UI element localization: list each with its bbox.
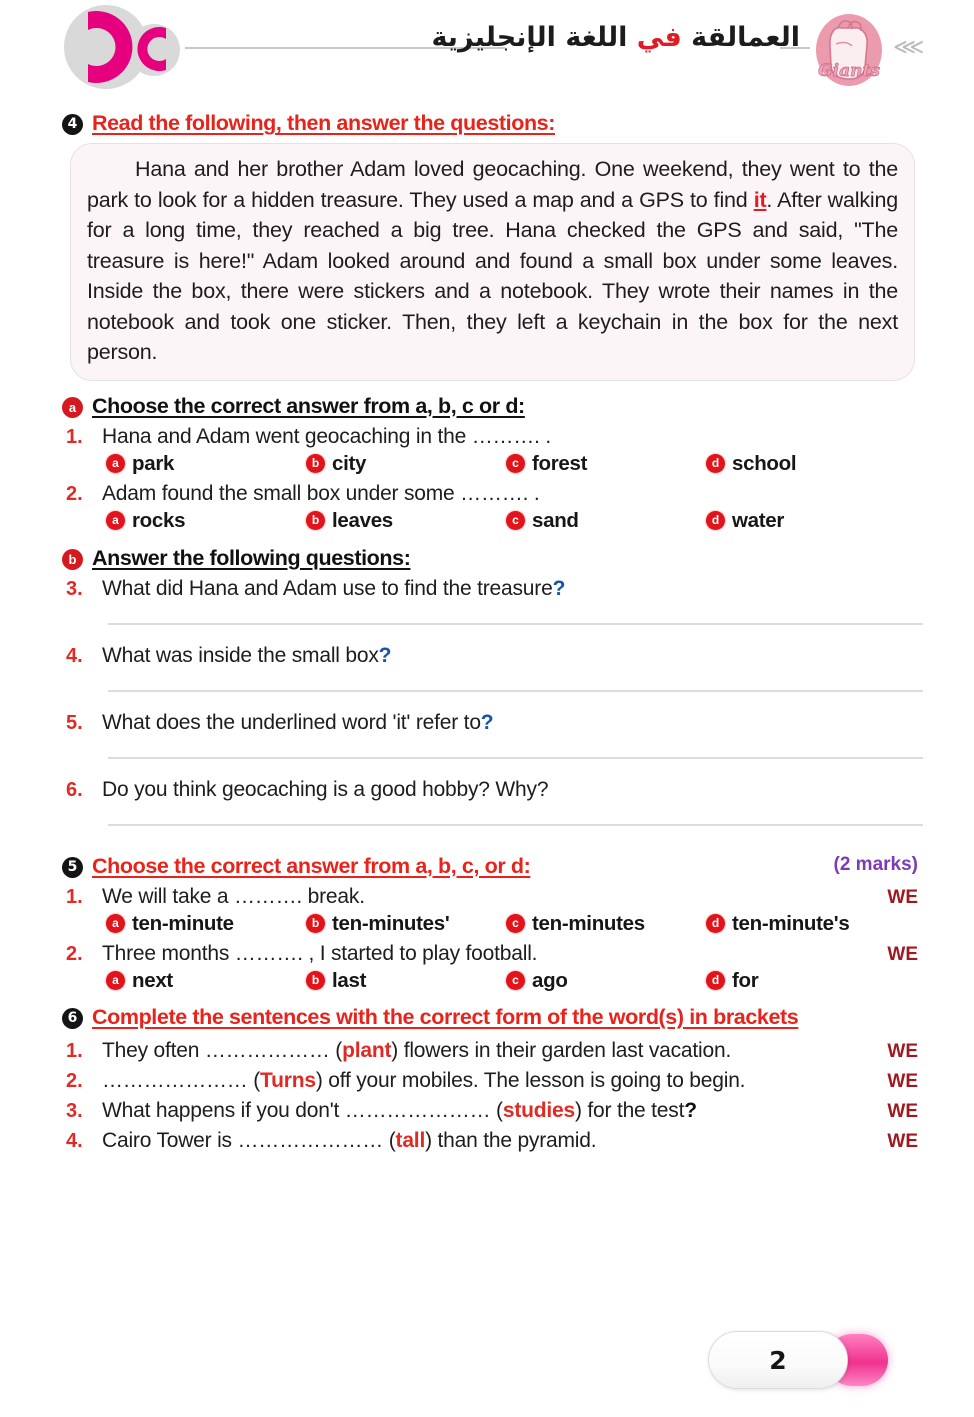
question-row xyxy=(62,425,918,449)
option-label: ten-minutes xyxy=(532,911,645,935)
we-tag: WE xyxy=(887,886,918,908)
question-text xyxy=(102,1129,877,1153)
option-label: ago xyxy=(532,968,568,992)
question-body-post: ) off your mobiles. The lesson is going to begin. xyxy=(315,1068,746,1092)
option-marker-b: b xyxy=(306,971,325,990)
question-body-pre: Cairo Tower is ………………… ( xyxy=(102,1128,396,1152)
option-label: forest xyxy=(532,451,588,475)
option-d[interactable] xyxy=(706,969,906,993)
page-footer xyxy=(708,1331,888,1389)
question-row xyxy=(62,1069,918,1093)
option-c[interactable] xyxy=(506,912,706,936)
section-4a-title: Choose the correct answer from a, b, c or d: xyxy=(92,393,525,418)
question-number: 1. xyxy=(66,1039,83,1062)
option-list xyxy=(62,509,918,533)
question-text: Adam found the small box under some ………. . xyxy=(102,481,540,505)
question-row xyxy=(62,1039,918,1063)
question-text xyxy=(102,644,918,668)
option-c[interactable] xyxy=(506,452,706,476)
option-marker-a: a xyxy=(106,511,125,530)
we-tag: WE xyxy=(887,1100,918,1122)
double-c-logo-icon xyxy=(58,2,193,92)
option-marker-b: b xyxy=(306,454,325,473)
question-body: What was inside the small box xyxy=(102,643,379,667)
option-marker-d: d xyxy=(706,914,725,933)
option-d[interactable] xyxy=(706,452,906,476)
option-label: rocks xyxy=(132,508,186,532)
header-title-rest: اللغة الإنجليزية xyxy=(431,22,628,53)
question-body-pre: They often ……………… ( xyxy=(102,1038,343,1062)
question-text xyxy=(102,1099,877,1123)
question-body-post: ) than the pyramid. xyxy=(425,1128,597,1152)
section-5-marks: (2 marks) xyxy=(833,853,918,875)
option-marker-c: c xyxy=(506,971,525,990)
option-a[interactable] xyxy=(106,912,306,936)
question-body-post: ) for the test xyxy=(574,1098,685,1122)
section-5-title: Choose the correct answer from a, b, c, or d: xyxy=(92,853,531,878)
option-marker-b: b xyxy=(306,914,325,933)
question-row xyxy=(62,778,918,802)
section-5-heading xyxy=(62,854,918,879)
question-row xyxy=(62,942,918,966)
question-number: 4. xyxy=(66,644,83,667)
option-b[interactable] xyxy=(306,912,506,936)
we-tag: WE xyxy=(887,1040,918,1062)
option-label: last xyxy=(332,968,367,992)
option-b[interactable] xyxy=(306,452,506,476)
option-marker-c: c xyxy=(506,914,525,933)
part-letter-badge-b: b xyxy=(62,549,83,570)
we-tag: WE xyxy=(887,1130,918,1152)
question-mark: ? xyxy=(552,576,566,600)
reading-passage xyxy=(70,143,915,381)
section-number-badge: 5 xyxy=(62,857,83,878)
page-number: 2 xyxy=(769,1345,787,1375)
question-body-post: ) flowers in their garden last vacation. xyxy=(391,1038,732,1062)
question-mark: ? xyxy=(378,643,392,667)
question-body-pre: What happens if you don't ………………… ( xyxy=(102,1098,503,1122)
option-label: leaves xyxy=(332,508,393,532)
option-label: city xyxy=(332,451,367,475)
option-marker-a: a xyxy=(106,914,125,933)
part-letter-badge-a: a xyxy=(62,397,83,418)
question-text: We will take a ………. break. xyxy=(102,884,365,908)
option-marker-b: b xyxy=(306,511,325,530)
section-4-heading xyxy=(62,111,918,136)
option-list xyxy=(62,452,918,476)
question-text: Do you think geocaching is a good hobby? Why? xyxy=(102,777,549,801)
option-marker-a: a xyxy=(106,971,125,990)
question-number: 2. xyxy=(66,482,83,505)
section-6-title: Complete the sentences with the correct form of the word(s) in brackets xyxy=(92,1004,799,1029)
option-a[interactable] xyxy=(106,969,306,993)
passage-part-1: Hana and her brother Adam loved geocaching. One weekend, they went to the park to look for a hidden treasure. They used a map and a GPS to find xyxy=(87,157,898,212)
section-4-title: Read the following, then answer the questions: xyxy=(92,111,555,135)
option-list xyxy=(62,969,918,993)
question-row xyxy=(62,577,918,601)
question-text xyxy=(102,1069,877,1093)
question-row xyxy=(62,711,918,735)
option-list xyxy=(62,912,918,936)
option-label: ten-minute xyxy=(132,911,234,935)
option-label: for xyxy=(732,968,759,992)
question-row xyxy=(62,885,918,909)
question-number: 5. xyxy=(66,711,83,734)
question-number: 2. xyxy=(66,1069,83,1092)
svg-text:Giants: Giants xyxy=(818,61,880,81)
option-label: ten-minute's xyxy=(732,911,850,935)
question-row xyxy=(62,1099,918,1123)
answer-line[interactable] xyxy=(108,824,923,826)
question-number: 2. xyxy=(66,942,83,965)
passage-part-2: . After walking for a long time, they reached a big tree. Hana checked the GPS and said, "The treasure is here!" Adam looked around and found a small box under some leaves. Inside the box, there were stickers and a notebook. They wrote their names in the notebook and took one sticker. Then, they left a keychain in the box for the next person. xyxy=(87,187,898,364)
option-marker-d: d xyxy=(706,971,725,990)
fist-logo-icon xyxy=(810,4,888,90)
section-number-badge: 6 xyxy=(62,1008,83,1029)
question-number: 1. xyxy=(66,425,83,448)
we-tag: WE xyxy=(887,1070,918,1092)
question-body: What does the underlined word 'it' refer to xyxy=(102,710,481,734)
option-label: park xyxy=(132,451,175,475)
option-label: school xyxy=(732,451,797,475)
option-d[interactable] xyxy=(706,912,906,936)
header-title-main: العمالقة xyxy=(691,22,800,53)
option-marker-c: c xyxy=(506,454,525,473)
section-number-badge: 4 xyxy=(62,114,83,135)
section-4a-heading xyxy=(62,394,918,419)
question-text xyxy=(102,1039,877,1063)
option-label: sand xyxy=(532,508,579,532)
option-b[interactable] xyxy=(306,969,506,993)
option-a[interactable] xyxy=(106,509,306,533)
option-marker-a: a xyxy=(106,454,125,473)
bracket-word: studies xyxy=(502,1098,575,1122)
question-number: 3. xyxy=(66,1099,83,1122)
question-row xyxy=(62,1129,918,1153)
we-tag: WE xyxy=(887,943,918,965)
question-body: What did Hana and Adam use to find the treasure xyxy=(102,576,553,600)
page-header xyxy=(0,0,974,98)
option-c[interactable] xyxy=(506,509,706,533)
option-a[interactable] xyxy=(106,452,306,476)
question-number: 4. xyxy=(66,1129,83,1152)
question-number: 6. xyxy=(66,778,83,801)
section-4b-title: Answer the following questions: xyxy=(92,545,411,570)
question-row xyxy=(62,644,918,668)
question-text xyxy=(102,577,918,601)
option-label: next xyxy=(132,968,173,992)
option-marker-c: c xyxy=(506,511,525,530)
question-number: 3. xyxy=(66,577,83,600)
question-mark: ? xyxy=(480,710,494,734)
question-text xyxy=(102,711,918,735)
triple-chevron-left-icon: ⋘ xyxy=(893,34,919,59)
option-d[interactable] xyxy=(706,509,906,533)
question-text: Hana and Adam went geocaching in the ………. . xyxy=(102,424,552,448)
option-label: ten-minutes' xyxy=(332,911,450,935)
header-title xyxy=(431,22,800,53)
passage-underlined-word: it xyxy=(753,187,767,212)
option-marker-d: d xyxy=(706,454,725,473)
bracket-word: Turns xyxy=(260,1068,316,1092)
footer-page-tab xyxy=(708,1331,848,1389)
section-4b-heading xyxy=(62,546,918,571)
question-text: Three months ………. , I started to play football. xyxy=(102,941,538,965)
section-6-heading xyxy=(62,1005,918,1030)
question-body-pre: ………………… ( xyxy=(102,1068,261,1092)
question-row xyxy=(62,482,918,506)
option-marker-d: d xyxy=(706,511,725,530)
bracket-word: plant xyxy=(342,1038,392,1062)
question-mark: ? xyxy=(684,1098,697,1122)
option-c[interactable] xyxy=(506,969,706,993)
option-label: water xyxy=(732,508,785,532)
bracket-word: tall xyxy=(395,1128,426,1152)
header-title-highlight: في xyxy=(636,22,682,53)
question-number: 1. xyxy=(66,885,83,908)
option-b[interactable] xyxy=(306,509,506,533)
